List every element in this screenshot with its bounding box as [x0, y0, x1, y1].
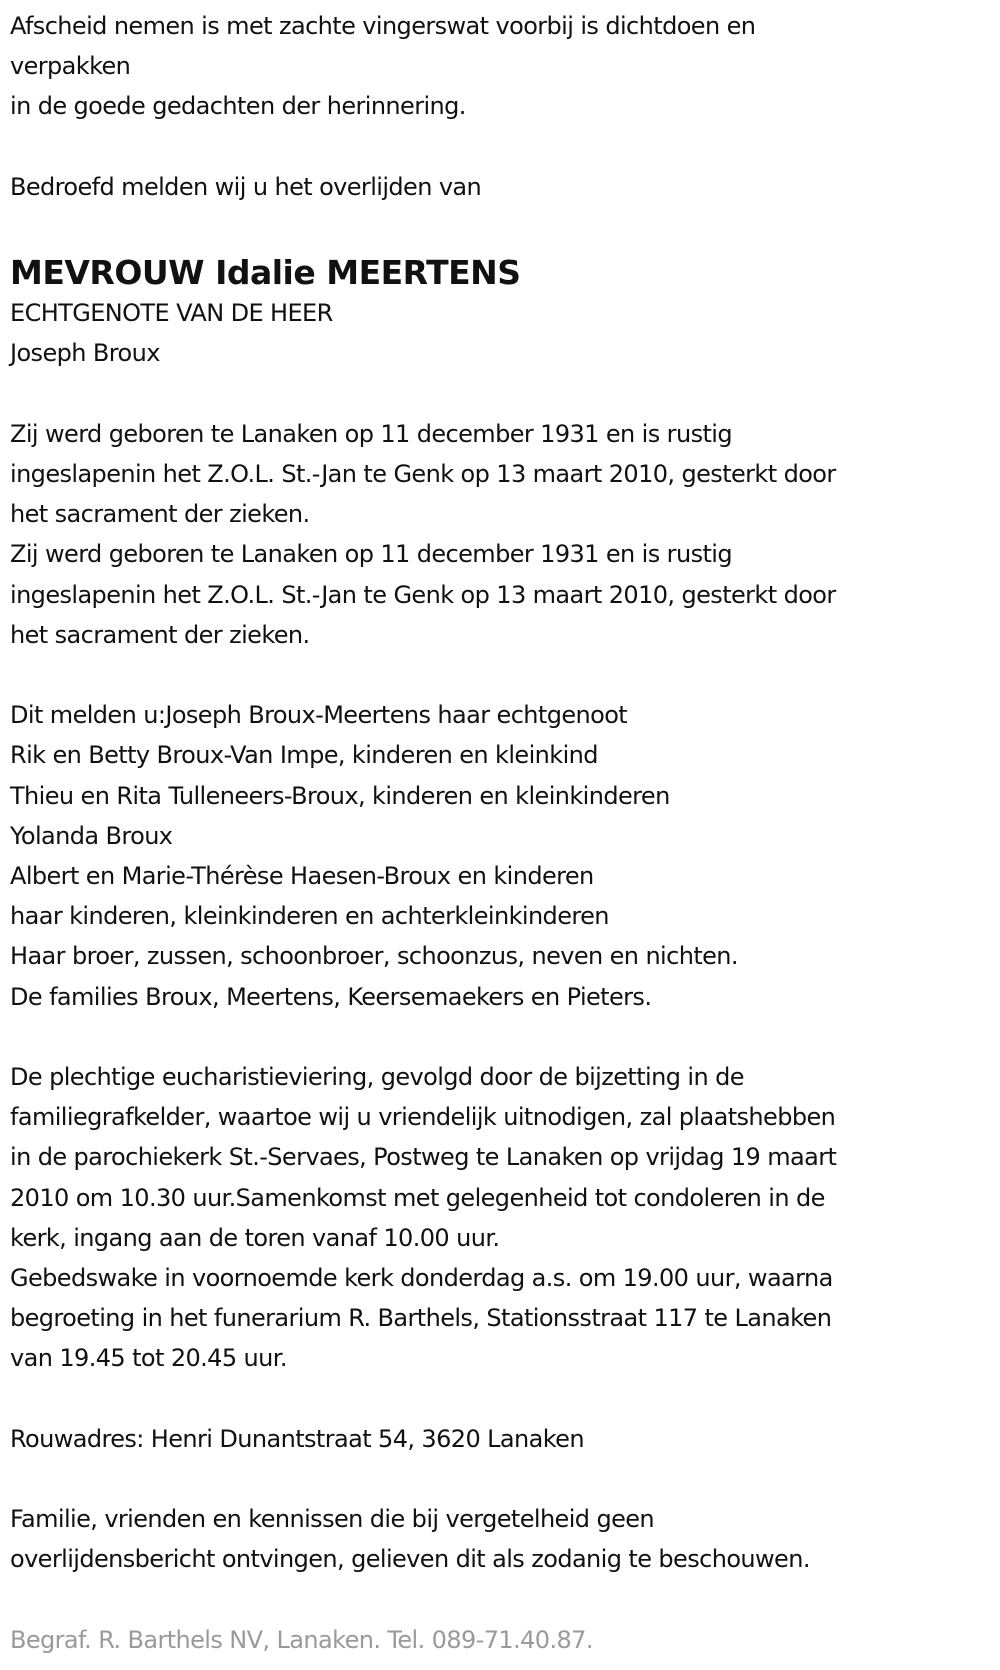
spacer: [10, 1459, 970, 1499]
birth-death-line: Zij werd geboren te Lanaken op 11 december 1931 en is rustig: [10, 419, 732, 448]
spacer: [10, 655, 970, 695]
birth-death-section: [10, 414, 970, 655]
mourner-line: Albert en Marie-Thérèse Haesen-Broux en kinderen: [10, 862, 594, 890]
birth-death-line: ingeslapenin het Z.O.L. St.-Jan te Genk op 13 maart 2010, gesterkt door: [10, 459, 836, 488]
birth-death-line: het sacrament der zieken.: [10, 500, 310, 529]
ceremony-line: in de parochiekerk St.-Servaes, Postweg te Lanaken op vrijdag 19 maart: [10, 1143, 837, 1172]
spacer: [10, 1379, 970, 1419]
ceremony-section: [10, 1057, 970, 1379]
mourner-line: haar kinderen, kleinkinderen en achterkleinkinderen: [10, 902, 609, 931]
notice-line: overlijdensbericht ontvingen, gelieven dit als zodanig te beschouwen.: [10, 1545, 810, 1574]
mourner-line: De families Broux, Meertens, Keersemaekers en Pieters.: [10, 982, 652, 1011]
ceremony-line: familiegrafkelder, waartoe wij u vriendelijk uitnodigen, zal plaatshebben: [10, 1103, 836, 1132]
spacer: [10, 374, 970, 414]
poem-line: verpakken: [10, 52, 131, 81]
mourner-line: Rik en Betty Broux-Van Impe, kinderen en kleinkind: [10, 741, 598, 770]
ceremony-line: 2010 om 10.30 uur.Samenkomst met gelegenheid tot condoleren in de: [10, 1183, 825, 1212]
ceremony-line: Gebedswake in voornoemde kerk donderdag a.s. om 19.00 uur, waarna: [10, 1264, 833, 1293]
notice-line: Familie, vrienden en kennissen die bij vergetelheid geen: [10, 1505, 655, 1534]
poem: [10, 6, 970, 127]
deceased-name: MEVROUW Idalie MEERTENS: [10, 253, 521, 293]
spacer: [10, 1580, 970, 1620]
birth-death-line: het sacrament der zieken.: [10, 620, 310, 649]
mourner-line: Thieu en Rita Tulleneers-Broux, kinderen en kleinkinderen: [10, 781, 670, 810]
birth-death-line: Zij werd geboren te Lanaken op 11 december 1931 en is rustig: [10, 540, 732, 569]
ceremony-line: De plechtige eucharistieviering, gevolgd door de bijzetting in de: [10, 1063, 744, 1091]
mourner-line: Haar broer, zussen, schoonbroer, schoonzus, neven en nichten.: [10, 942, 738, 971]
mourner-line: Yolanda Broux: [10, 821, 173, 850]
ceremony-line: begroeting in het funerarium R. Barthels, Stationsstraat 117 te Lanaken: [10, 1304, 832, 1333]
poem-line: Afscheid nemen is met zachte vingerswat voorbij is dichtdoen en: [10, 12, 756, 40]
mourning-address: Rouwadres: Henri Dunantstraat 54, 3620 Lanaken: [10, 1424, 584, 1453]
ceremony-line: van 19.45 tot 20.45 uur.: [10, 1344, 287, 1373]
notice-section: [10, 1499, 970, 1579]
announcement: Bedroefd melden wij u het overlijden van: [10, 172, 482, 201]
mourners-list: [10, 695, 970, 1017]
poem-line: in de goede gedachten der herinnering.: [10, 92, 466, 121]
ceremony-line: kerk, ingang aan de toren vanaf 10.00 uur.: [10, 1223, 500, 1252]
spacer: [10, 1017, 970, 1057]
relation-label: ECHTGENOTE VAN DE HEER: [10, 299, 333, 328]
mourner-line: Dit melden u:Joseph Broux-Meertens haar echtgenoot: [10, 701, 628, 730]
birth-death-line: ingeslapenin het Z.O.L. St.-Jan te Genk op 13 maart 2010, gesterkt door: [10, 580, 836, 609]
funeral-home-footer: Begraf. R. Barthels NV, Lanaken. Tel. 089-71.40.87.: [10, 1625, 593, 1654]
spacer: [10, 127, 970, 167]
spouse-name: Joseph Broux: [10, 339, 160, 368]
spacer: [10, 207, 970, 247]
